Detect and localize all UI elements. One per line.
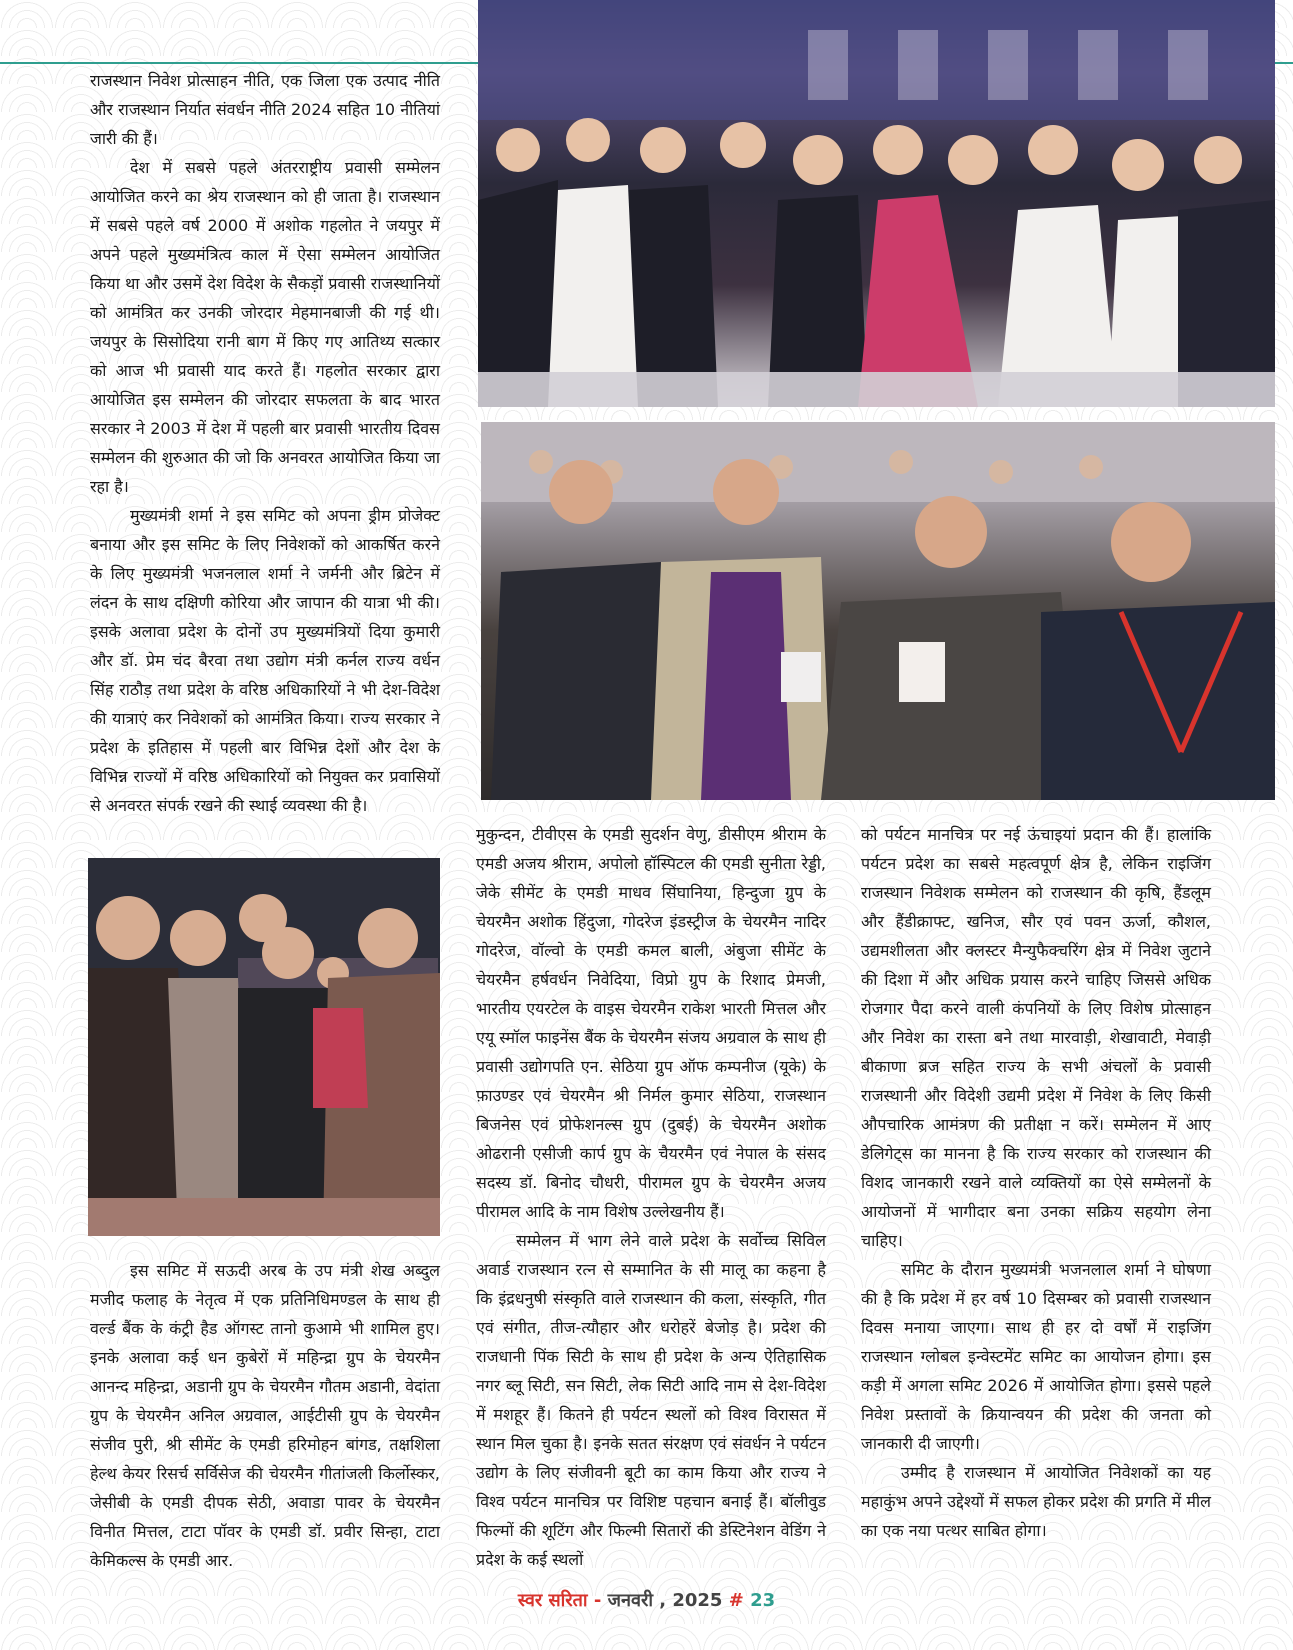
photo-delegates-conversation (88, 858, 440, 1236)
paragraph: उम्मीद है राजस्थान में आयोजित निवेशकों का यह महाकुंभ अपने उद्देश्यों में सफल होकर प्रदेश की प्रगति में मील का एक नया पत्थर साबित होगा। (861, 1463, 1211, 1540)
column-1-top (90, 66, 440, 820)
paragraph: समिट के दौरान मुख्यमंत्री भजनलाल शर्मा ने घोषणा की है कि प्रदेश में हर वर्ष 10 दिसम्बर को प्रवासी राजस्थान दिवस मनाया जाएगा। साथ ही हर दो वर्षों में राइजिंग राजस्थान ग्लोबल इन्वेस्टमेंट समिट का आयोजन होगा। इस कड़ी में अगला समिट 2026 में आयोजित होगा। इससे पहले निवेश प्रस्तावों के क्रियान्वयन की प्रदेश की जनता को जानकारी दी जाएगी। (861, 1260, 1211, 1453)
paragraph: मुकुन्दन, टीवीएस के एमडी सुदर्शन वेणु, डीसीएम श्रीराम के एमडी अजय श्रीराम, अपोलो हॉस्पिटल की एमडी सुनीता रेड्डी, जेके सीमेंट के एमडी माधव सिंघानिया, हिन्दुजा ग्रुप के चेयरमैन अशोक हिंदुजा, गोदरेज इंडस्ट्रीज के चेयरमैन नादिर गोदरेज, वॉल्वो के एमडी कमल बाली, अंबुजा सीमेंट के चेयरमैन हर्षवर्धन निवेदिया, विप्रो ग्रुप के रिशाद प्रेमजी, भारतीय एयरटेल के वाइस चेयरमैन राकेश भारती मित्तल और एयू स्मॉल फाइनेंस बैंक के चेयरमैन संजय अग्रवाल के साथ ही प्रवासी उद्योगपति एन. सेठिया ग्रुप ऑफ कम्पनीज (यूके) के फ़ाउण्डर एवं चेयरमैन श्री निर्मल कुमार सेठिया, राजस्थान बिजनेस एवं प्रोफेशनल्स ग्रुप (दुबई) के चेयरमैन अशोक ओढरानी एसीजी कार्प ग्रुप के चैयरमैन एवं नेपाल के संसद सदस्य डॉ. बिनोद चौधरी, पीरामल ग्रुप के चेयरमैन अजय पीरामल आदि के नाम विशेष उल्लेखनीय हैं। (476, 825, 826, 1221)
photo-summit-audience-front-row (478, 0, 1275, 407)
column-3 (861, 820, 1211, 1545)
photo-delegates-seated (481, 422, 1275, 800)
page-footer (0, 1588, 1293, 1612)
issue-date: जनवरी , 2025 (607, 1590, 723, 1611)
paragraph: को पर्यटन मानचित्र पर नई ऊंचाइयां प्रदान की हैं। हालांकि पर्यटन प्रदेश का सबसे महत्वपूर्ण क्षेत्र है, लेकिन राइजिंग राजस्थान निवेशक सम्मेलन को राजस्थान की कृषि, हैंडलूम और हैंडीक्राफ्ट, खनिज, सौर एवं पवन ऊर्जा, कौशल, उद्यमशीलता और क्लस्टर मैन्युफैक्चरिंग क्षेत्र में निवेश जुटाने की दिशा में और अधिक प्रयास करने चाहिए जिससे अधिक रोजगार पैदा करने वाली कंपनियों के लिए विशेष प्रोत्साहन और निवेश का रास्ता बने तथा मारवाड़ी, शेखावाटी, मेवाड़ी बीकाणा ब्रज सहित राज्य के सभी अंचलों के प्रवासी राजस्थानी और विदेशी उद्यमी प्रदेश में निवेश के लिए किसी औपचारिक आमंत्रण की प्रतीक्षा न करें। सम्मेलन में आए डेलिगेट्स का मानना है कि राज्य सरकार को राजस्थान की विशद जानकारी रखने वाले व्यक्तियों का ऐसे सम्मेलनों के आयोजनों में भागीदार बना उनका सक्रिय सहयोग लेना चाहिए। (861, 825, 1211, 1250)
publication-name: स्वर सरिता (517, 1590, 588, 1611)
paragraph: राजस्थान निवेश प्रोत्साहन नीति, एक जिला एक उत्पाद नीति और राजस्थान निर्यात संवर्धन नीति 2024 सहित 10 नीतियां जारी की हैं। (90, 71, 440, 148)
paragraph: सम्मेलन में भाग लेने वाले प्रदेश के सर्वोच्च सिविल अवार्ड राजस्थान रत्न से सम्मानित के सी मालू का कहना है कि इंद्रधनुषी संस्कृति वाले राजस्थान की कला, संस्कृति, गीत एवं संगीत, तीज-त्यौहार और धरोहरें बेजोड़ है। प्रदेश की राजधानी पिंक सिटी के साथ ही प्रदेश के अन्य ऐतिहासिक नगर ब्लू सिटी, सन सिटी, लेक सिटी आदि नाम से देश-विदेश में मशहूर हैं। कितने ही पर्यटन स्थलों को विश्व विरासत में स्थान मिल चुका है। इनके सतत संरक्षण एवं संवर्धन ने पर्यटन उद्योग के लिए संजीवनी बूटी का काम किया और राज्य ने विश्व पर्यटन मानचित्र पर विशिष्ट पहचान बनाई हैं। बॉलीवुड फिल्मों की शूटिंग और फिल्मी सितारों की डेस्टिनेशन वेडिंग ने प्रदेश के कई स्थलों (476, 1231, 826, 1569)
footer-separator: - (587, 1590, 608, 1611)
column-2 (476, 820, 826, 1574)
column-1-bottom (90, 1256, 440, 1575)
paragraph: देश में सबसे पहले अंतरराष्ट्रीय प्रवासी सम्मेलन आयोजित करने का श्रेय राजस्थान को ही जाता है। राजस्थान में सबसे पहले वर्ष 2000 में अशोक गहलोत ने जयपुर में अपने पहले मुख्यमंत्रित्व काल में ऐसा सम्मेलन आयोजित किया था और उसमें देश विदेश के सैकड़ों प्रवासी राजस्थानियों को आमंत्रित कर उनकी जोरदार मेहमानबाजी की गई थी। जयपुर के सिसोदिया रानी बाग में किए गए आतिथ्य सत्कार को आज भी प्रवासी याद करते हैं। गहलोत सरकार द्वारा आयोजित इस सम्मेलन की जोरदार सफलता के बाद भारत सरकार ने 2003 में देश में पहली बार प्रवासी भारतीय दिवस सम्मेलन की शुरुआत की जो कि अनवरत आयोजित किया जा रहा है। (90, 158, 440, 496)
paragraph: इस समिट में सऊदी अरब के उप मंत्री शेख अब्दुल मजीद फलाह के नेतृत्व में एक प्रतिनिधिमण्डल के साथ ही वर्ल्ड बैंक के कंट्री हैड ऑगस्ट तानो कुआमे भी शामिल हुए। इनके अलावा कई धन कुबेरों में महिन्द्रा ग्रुप के चेयरमैन आनन्द महिन्द्रा, अडानी ग्रुप के चेयरमैन गौतम अडानी, वेदांता ग्रुप के चेयरमैन अनिल अग्रवाल, आईटीसी ग्रुप के चेयरमैन संजीव पुरी, श्री सीमेंट के एमडी हरिमोहन बांगड, तक्षशिला हेल्थ केयर रिसर्च सर्विसेज की चेयरमैन गीतांजली किर्लोस्कर, जेसीबी के एमडी दीपक सेठी, अवाडा पावर के चेयरमैन विनीत मित्तल, टाटा पॉवर के एमडी डॉ. प्रवीर सिन्हा, टाटा केमिकल्स के एमडी आर. (90, 1261, 440, 1570)
paragraph: मुख्यमंत्री शर्मा ने इस समिट को अपना ड्रीम प्रोजेक्ट बनाया और इस समिट के लिए निवेशकों को आकर्षित करने के लिए मुख्यमंत्री भजनलाल शर्मा ने जर्मनी और ब्रिटेन में लंदन के साथ दक्षिणी कोरिया और जापान की यात्रा भी की। इसके अलावा प्रदेश के दोनों उप मुख्यमंत्रियों दिया कुमारी और डॉ. प्रेम चंद बैरवा तथा उद्योग मंत्री कर्नल राज्य वर्धन सिंह राठौड़ तथा प्रदेश के वरिष्ठ अधिकारियों ने भी देश-विदेश की यात्राएं कर निवेशकों को आमंत्रित किया। राज्य सरकार ने प्रदेश के इतिहास में पहली बार विभिन्न देशों और देश के विभिन्न राज्यों में वरिष्ठ अधिकारियों को नियुक्त कर प्रवासियों से अनवरत संपर्क रखने की स्थाई व्यवस्था की है। (90, 506, 440, 815)
page-hash: # (722, 1590, 751, 1611)
page-number: 23 (750, 1590, 776, 1611)
